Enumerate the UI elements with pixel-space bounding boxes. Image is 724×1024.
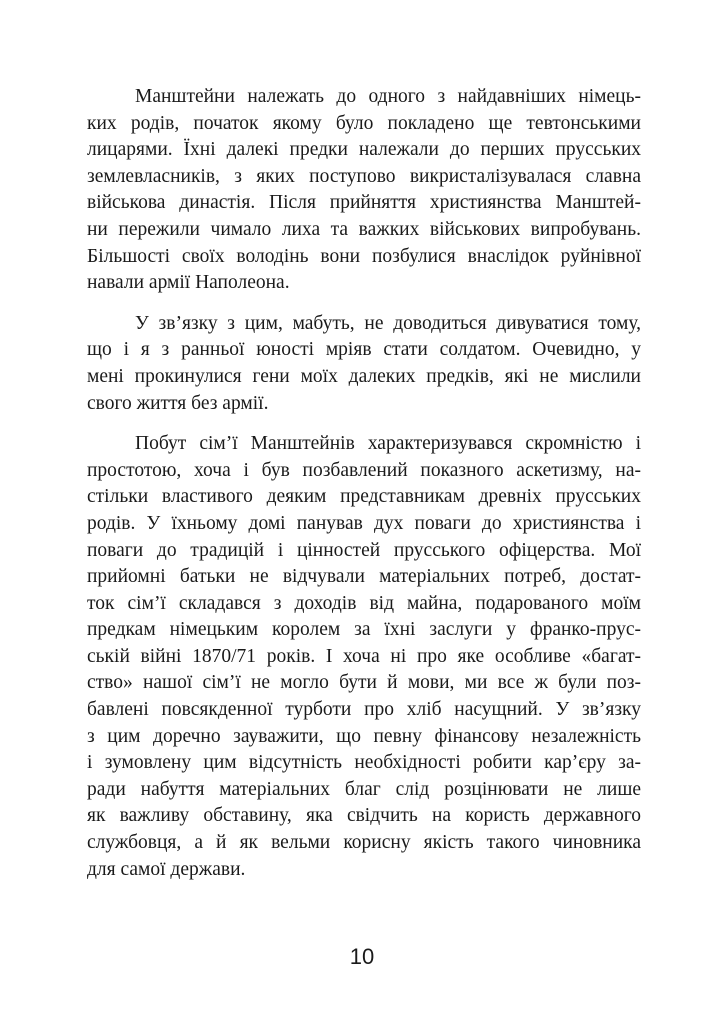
text-line: ток сім’ї складався з доходів від майна, подарованого моїм [87, 592, 641, 614]
paragraph-1 [87, 84, 641, 297]
body-text [87, 84, 641, 897]
text-line: військова династія. Після прийняття християнства Манштей- [87, 192, 641, 214]
text-line: свого життя без армії. [87, 392, 269, 414]
text-line: бавлені повсякденної турботи про хліб насущний. У зв’язку [87, 699, 641, 721]
text-line: мені прокинулися гени моїх далеких предків, які не мислили [87, 365, 641, 387]
text-line: для самої держави. [87, 858, 246, 880]
text-line: з цим доречно зауважити, що певну фінансову незалежність [87, 725, 641, 747]
text-line: і зумовлену цим відсутність необхідності робити кар’єру за- [87, 752, 641, 774]
text-line: ській війні 1870/71 років. І хоча ні про яке особливе «багат- [87, 645, 641, 667]
text-line: службовця, а й як вельми корисну якість такого чиновника [87, 832, 641, 854]
text-line: лицарями. Їхні далекі предки належали до перших прусських [87, 139, 641, 161]
text-line: ради набуття матеріальних благ слід розцінювати не лише [87, 778, 641, 800]
text-line: Побут сім’ї Манштейнів характеризувався скромністю і [135, 433, 641, 455]
text-line: стільки властивого деяким представникам древніх прусських [87, 486, 641, 508]
text-line: Манштейни належать до одного з найдавніших німець- [135, 86, 641, 107]
text-line: ни пережили чимало лиха та важких військових випробувань. [87, 218, 641, 240]
text-line: У зв’язку з цим, мабуть, не доводиться дивуватися тому, [135, 312, 641, 334]
text-line: землевласників, з яких поступово викристалізувалася славна [87, 165, 641, 187]
text-line: як важливу обставину, яка свідчить на користь державного [87, 805, 641, 827]
text-line: простотою, хоча і був позбавлений показного аскетизму, на- [87, 459, 641, 481]
paragraph-3 [87, 431, 641, 883]
paragraph-2 [87, 311, 641, 417]
text-line: родів. У їхньому домі панував дух поваги до християнства і [87, 512, 641, 534]
text-line: предкам німецьким королем за їхні заслуги у франко-прус- [87, 619, 641, 641]
text-line: ство» нашої сім’ї не могло бути й мови, ми все ж були поз- [87, 672, 641, 694]
text-line: навали армії Наполеона. [87, 272, 290, 294]
text-line: ких родів, початок якому було покладено ще тевтонськими [87, 112, 641, 134]
text-line: що і я з ранньої юності мріяв стати солдатом. Очевидно, у [87, 339, 641, 361]
text-line: поваги до традицій і цінностей прусського офіцерства. Мої [87, 539, 641, 561]
text-line: прийомні батьки не відчували матеріальних потреб, достат- [87, 566, 641, 588]
text-line: Більшості своїх володінь вони позбулися внаслідок руйнівної [87, 245, 641, 267]
page-number: 10 [349, 944, 375, 969]
